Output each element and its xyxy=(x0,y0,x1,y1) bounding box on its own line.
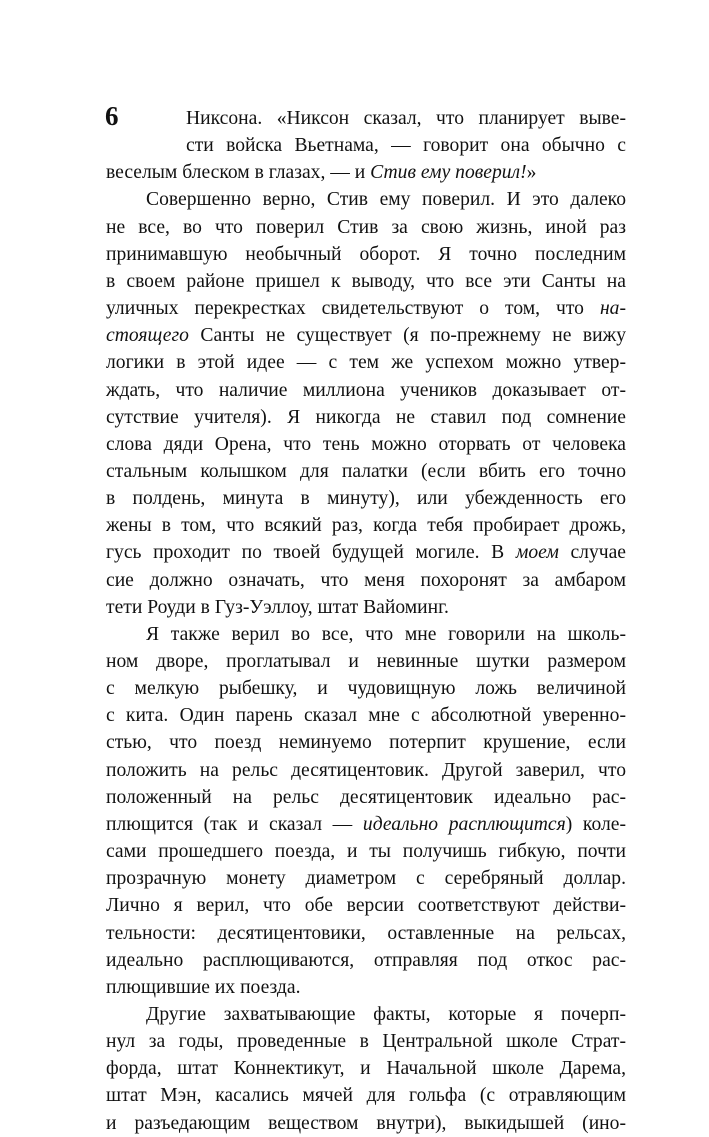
text-line xyxy=(106,974,626,1001)
text-segment: ждать, что наличие миллиона учеников доказывает от- xyxy=(106,379,626,401)
text-line xyxy=(106,268,626,295)
text-segment: тети Роуди в Гуз-Уэллоу, штат Вайоминг. xyxy=(106,596,449,618)
text-segment: ном дворе, проглатывал и невинные шутки размером xyxy=(106,651,626,672)
text-segment: положенный на рельс десятицентовик идеально рас- xyxy=(106,786,626,808)
text-segment: с кита. Один парень сказал мне с абсолютной увереннo- xyxy=(106,705,626,727)
text-segment: » xyxy=(526,162,537,184)
text-segment: уличных перекрестках свидетельствуют о том, что xyxy=(106,298,600,320)
text-line xyxy=(106,1082,626,1109)
text-line xyxy=(106,567,626,594)
text-line xyxy=(106,377,626,404)
text-line xyxy=(106,865,626,892)
text-segment: сами прошедшего поезда, и ты получишь гибкую, почти xyxy=(106,841,626,863)
text-line xyxy=(106,811,626,838)
text-segment: плющится (так и сказал — xyxy=(106,813,363,835)
text-segment: сти войска Вьетнама, — говорит она обычно с xyxy=(186,135,626,157)
text-line xyxy=(106,322,626,349)
text-segment: штат Мэн, касались мячей для гольфа (с отравляющим xyxy=(106,1085,626,1107)
text-line xyxy=(106,702,626,729)
text-segment: нул за годы, проведенные в Центральной школе Страт- xyxy=(106,1031,626,1053)
text-line xyxy=(106,159,626,186)
text-segment: Лично я верил, что обе версии соответствуют действи- xyxy=(106,895,626,917)
text-segment: гусь проходит по твоей будущей могиле. В xyxy=(106,542,516,564)
text-line xyxy=(106,920,626,947)
text-line xyxy=(106,241,626,268)
text-segment: прозрачную монету диаметром с серебряный доллар. xyxy=(106,868,626,890)
page-number: 6 xyxy=(105,101,119,131)
text-line xyxy=(146,621,626,648)
italic-text: идеально расплющится xyxy=(362,813,566,835)
text-line xyxy=(186,132,626,159)
text-segment: плющившие их поезда. xyxy=(106,976,301,998)
text-segment: не все, во что поверил Стив за свою жизнь, иной раз xyxy=(106,216,626,238)
text-segment: случае xyxy=(558,542,626,564)
text-line xyxy=(106,838,626,865)
text-segment: форда, штат Коннектикут, и Начальной школе Дарема, xyxy=(106,1058,626,1080)
text-line xyxy=(106,1055,626,1082)
text-line xyxy=(146,186,626,213)
text-segment: сие должно означать, что меня похоронят за амбаром xyxy=(106,569,626,591)
text-segment: Санты не существует (я по-прежнему не вижу xyxy=(188,325,626,347)
text-line xyxy=(106,675,626,702)
italic-text: стоящего xyxy=(106,325,189,347)
text-line xyxy=(106,729,626,756)
text-segment: жены в том, что всякий раз, когда тебя пробирает дрожь, xyxy=(106,515,626,537)
text-line xyxy=(106,539,626,566)
text-segment: и разъедающим веществом внутри), выкидышей (ино- xyxy=(106,1112,626,1134)
text-line xyxy=(106,404,626,431)
text-segment: с мелкую рыбешку, и чудовищную ложь величиной xyxy=(106,678,626,700)
text-segment: веселым блеском в глазах, — и xyxy=(106,162,371,184)
text-line xyxy=(106,1028,626,1055)
text-segment: идеально расплющиваются, отправляя под откос рас- xyxy=(106,949,626,971)
text-line xyxy=(186,105,626,132)
italic-text: Стив ему поверил! xyxy=(370,162,527,184)
text-segment: тельности: десятицентовики, оставленные на рельсах, xyxy=(106,922,626,944)
text-segment: ) коле- xyxy=(565,813,626,835)
text-line xyxy=(146,1001,626,1028)
text-line xyxy=(106,892,626,919)
text-line xyxy=(106,784,626,811)
text-segment: в своем районе пришел к выводу, что все эти Санты на xyxy=(106,270,626,292)
text-line xyxy=(106,594,626,621)
text-line xyxy=(106,1110,626,1137)
text-line xyxy=(106,512,626,539)
text-segment: стальным колышком для палатки (если вбить его точно xyxy=(106,460,626,482)
text-line xyxy=(106,485,626,512)
text-segment: в полдень, минута в минуту), или убежденность его xyxy=(106,488,626,510)
text-line xyxy=(106,349,626,376)
text-line xyxy=(106,431,626,458)
text-line xyxy=(106,295,626,322)
text-line xyxy=(106,757,626,784)
text-line xyxy=(106,214,626,241)
text-segment: положить на рельс десятицентовик. Другой заверил, что xyxy=(106,759,626,781)
italic-text: на- xyxy=(599,298,626,320)
text-segment: Другие захватывающие факты, которые я почерп- xyxy=(146,1003,626,1025)
text-segment: сутствие учителя). Я никогда не ставил под сомнение xyxy=(106,406,626,428)
text-segment: слова дяди Орена, что тень можно оторвать от человека xyxy=(106,433,626,455)
text-segment: стью, что поезд неминуемо потерпит крушение, если xyxy=(106,732,626,754)
text-segment: Никсона. «Никсон сказал, что планирует выве- xyxy=(186,108,626,129)
italic-text: моем xyxy=(515,542,559,564)
text-line xyxy=(106,458,626,485)
text-segment: логики в этой идее — с тем же успехом можно утвер- xyxy=(106,352,626,374)
text-segment: принимавшую необычный оборот. Я точно последним xyxy=(106,243,626,265)
text-segment: Я также верил во все, что мне говорили на школь- xyxy=(146,623,626,645)
text-line xyxy=(106,648,626,675)
text-segment: Совершенно верно, Стив ему поверил. И это далеко xyxy=(146,189,626,211)
text-line xyxy=(106,947,626,974)
